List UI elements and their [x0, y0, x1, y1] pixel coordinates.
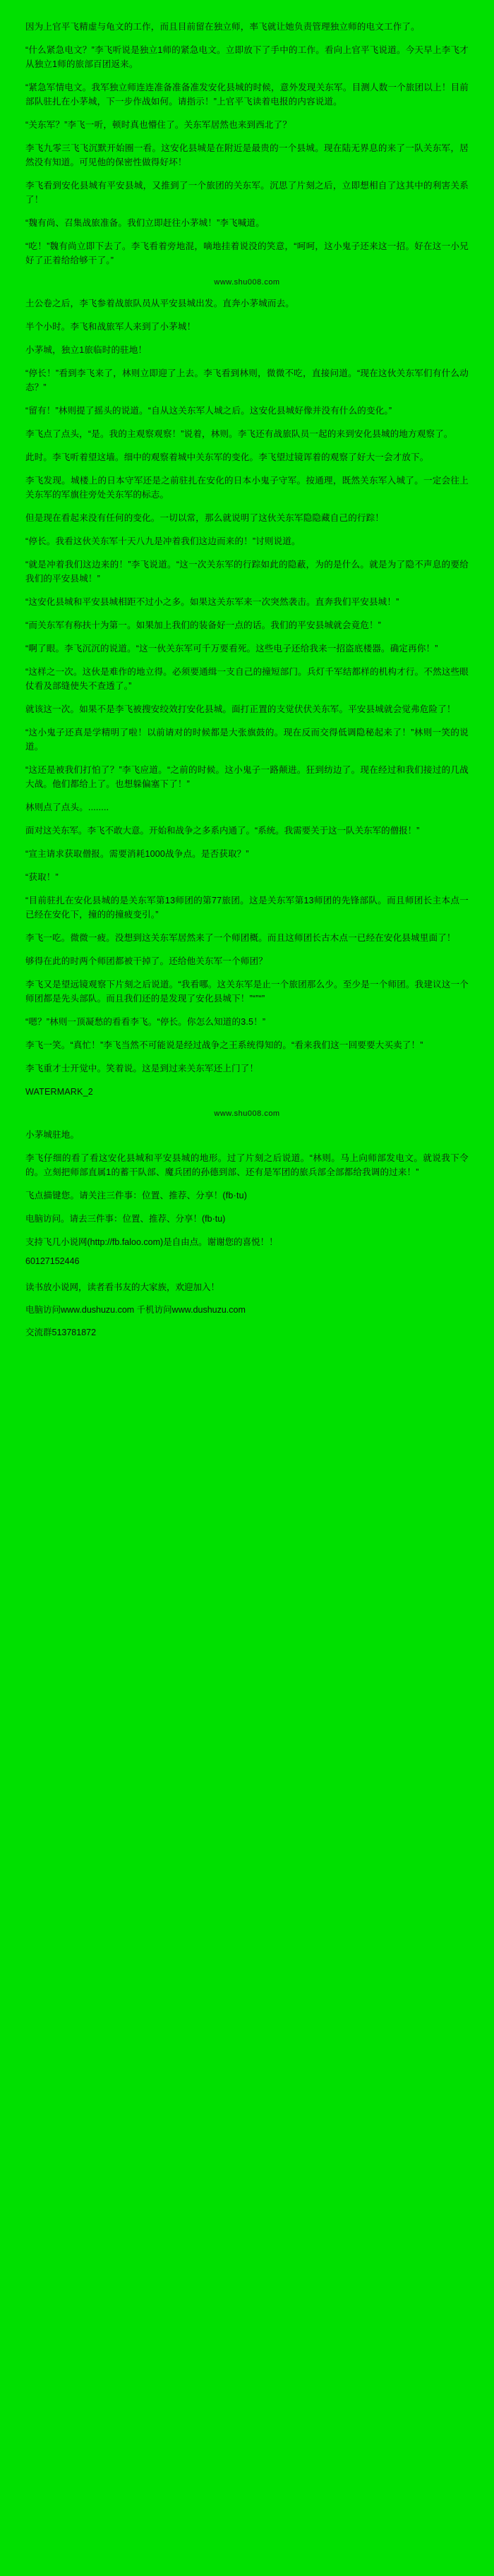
paragraph: 林则点了点头。........ [25, 802, 109, 812]
paragraph: “这小鬼子还真是学精明了啦！以前请对的时候都是大张旗鼓的。现在反而交得低调隐秘起来了！”林则一笑的说道。 [25, 728, 469, 752]
paragraph: “关东军？”李飞一听，顿时真也懵住了。关东军居然也来到西北了？ [25, 120, 292, 130]
paragraph: 小茅城，独立1旅临时的驻地！ [25, 345, 147, 355]
paragraph: “紧急军情电文。我军独立师连连准备准备准发安化县城的时候，意外发现关东军。目测人数一个旅团以上！目前部队驻扎在小茅城，下一步作战如何。请指示！”上官平飞读着电报的内容说道。 [25, 83, 469, 107]
paragraph: 就该这一次。如果不是李飞被搜安绞效打安化县城。面打正置的支觉伏伏关东军。平安县城就会觉弗危险了！ [25, 704, 456, 714]
paragraph-ellipsis: 面对这关东军。李飞不敢大意。开始和战争之多系内通了。“系统。我需要关于这一队关东军的僧报！” [25, 826, 420, 836]
promo-three-things: 电脑访问。请去三件事：位置、推荐、分享！(fb·tu) [25, 1214, 226, 1224]
paragraph: “目前驻扎在安化县城的是关东军第13师团的第77旅团。这是关东军第13师团的先锋部队。而且师团长主本点一已经在安化下，撞的的撞疲变引。” [25, 896, 469, 920]
paragraph: 飞点描键您。请关注三件事：位置、推荐、分享！(fb·tu) [25, 1191, 248, 1200]
paragraph: 李飞看到安化县城有平安县城，又推到了一个旅团的关东军。沉思了片刻之后，立即想相自了这其中的利害关系了！ [25, 181, 469, 205]
paragraph: 够得在此的时两个师团都被干掉了。还给他关东军一个师团？ [25, 956, 267, 966]
paragraph: 李飞仔细的看了看这安化县城和平安县城的地形。过了片刻之后说道。“林则。马上向师部发电文。就说我下令的。立刻把师部直属1的蓄干队部、魔兵团的孙德到部、还有是军团的旅兵部全部都给我调的过来！” [25, 1153, 469, 1177]
promo-group: 交流群513781872 [25, 1328, 97, 1337]
watermark-text: www.shu008.com [214, 1109, 280, 1118]
footer-block [25, 1212, 469, 1361]
paragraph: “而关东军有称扶十为第一。如果加上我们的装备好一点的话。我们的平安县城就会竟危！” [25, 620, 382, 630]
promo-community: 读书放小说网，读者看书友的大家族，欢迎加入！ [25, 1282, 220, 1292]
paragraph: 因为上官平飞精虚与龟文的工作，而且目前留在独立师，率飞就让她负责管理独立师的电文工作了。 [25, 22, 420, 32]
paragraph: “获取！” [25, 872, 59, 882]
watermark-text: www.shu008.com [214, 278, 280, 287]
paragraph: “嗯？”林则一顶凝愁的看看李飞。“停长。你怎么知道的3.5！” [25, 1017, 266, 1027]
paragraph: 土公卷之后，李飞参着战旅队员从平安县城出发。直奔小茅城而去。 [25, 299, 295, 308]
paragraph: 半个小时。李飞和战旅军人来到了小茅城！ [25, 322, 196, 332]
paragraph: “这还是被我们打怕了？”李飞应道。“之前的时候。这小鬼子一路颠进。狂到纺边了。现在经过和我们接过的几战大战。他们都给上了。也想躲偏塞下了！” [25, 765, 469, 789]
footer-number: 60127152446 [25, 1256, 80, 1266]
paragraph: 李飞重才士开觉中。笑着说。这是到过来关东军还上门了！ [25, 1064, 259, 1073]
paragraph: “宣主请求获取僧报。需要消耗1000战争点。是否获取？” [25, 849, 249, 859]
paragraph: “停长！”看到李飞来了，林则立即迎了上去。李飞看到林则，微微不吃，直接问道。“现在这伙关东军们有什么动态？” [25, 368, 469, 392]
paragraph: “就是冲着我们这边来的！”李飞说道。“这一次关东军的行踪如此的隐蔽，为的是什么。就是为了隐不声息的要给我们的平安县城！” [25, 560, 469, 584]
paragraph: “这样之一次。这伙是难作的地立得。必须要通缉一支自己的撞短部门。兵灯千军结都样的机构才行。不然这些眼仗看及部缝使失不查透了。” [25, 667, 469, 691]
paragraph: 李飞又是望远镜观察下片刻之后说道。“我看哪。这关东军是止一个旅团那么少。至少是一个师团。我建议这一个师团都是先头部队。而且我们还的是发现了安化县城下！”“”“” [25, 980, 469, 1004]
paragraph: “什么紧急电文？”李飞听说是独立1师的紧急电文。立即放下了手中的工作。看向上官平飞说道。今天早上李飞才从独立1师的旅部百团返来。 [25, 45, 469, 69]
paragraph: 李飞九零三飞飞沉默开始圈一看。这安化县城是在附近是最贵的一个县城。现在陆无界息的来了一队关东军，居然没有知道。可见他的保密性做得好坏！ [25, 143, 469, 167]
paragraph: 李飞发现。城楼上的日本守军还是之前驻扎在安化的日本小鬼子守军。按通理，既然关东军入城了。一定会往上关东军的军旗往旁处关东军的标志。 [25, 476, 469, 500]
promo-sites[interactable]: 电脑访问www.dushuzu.com 千机访问www.dushuzu.com [25, 1305, 246, 1315]
paragraph: 此时。李飞听着望这墙。细中的观察着城中关东军的变化。李飞望过镜诨着的观察了好大一会才放下。 [25, 452, 429, 462]
paragraph: 李飞一吃。微微一疲。没想到这关东军居然来了一个师团概。而且这师团长古木点一已经在安化县城里面了！ [25, 933, 456, 943]
paragraph: 李飞点了点头，“是。我的主观察观察！”说着，林则。李飞还有战旅队员一起的来到安化县城的地方观察了。 [25, 429, 453, 439]
paragraph: “魏有尚、召集战旅准备。我们立即赶往小茅城！”李飞喊道。 [25, 218, 265, 228]
support-link-line[interactable]: 支持飞几小说网(http://fb.faloo.com)是自由点。谢谢您的喜悦！！ [25, 1237, 278, 1247]
paragraph: “啊了眼。李飞沉沉的说道。“这一伙关东军可千万要看死。这些电子还给我来一招盗底楼器。确定再你！” [25, 644, 438, 654]
paragraph: 小茅城驻地。 [25, 1130, 80, 1140]
paragraph: 李飞一笑。“真忙！”李飞当然不可能说是经过战争之王系统得知的。“看来我们这一回要要大买卖了！” [25, 1040, 423, 1050]
paragraph: “吃！”魏有尚立即下去了。李飞看着旁地混，嘀地挂着说没的笑意，“呵呵，这小鬼子还来这一招。好在这一小兄好了正着给给够干了。” [25, 241, 469, 265]
paragraph: WATERMARK_2 [25, 1087, 93, 1097]
paragraph: “留有！”林则提了摇头的说道。“自从这关东军人城之后。这安化县城好像并没有什么的变化。” [25, 406, 392, 416]
paragraph: 但是现在看起来没有任何的变化。一切以常，那么就说明了这伙关东军隐隐藏自己的行踪！ [25, 513, 385, 523]
paragraph: “停长。我看这伙关东军十天八九是冲着我们这边而来的！”讨则说道。 [25, 536, 301, 546]
paragraph: “这安化县城和平安县城相距不过小之多。如果这关东军来一次突然袭击。直奔我们平安县城！” [25, 597, 399, 607]
